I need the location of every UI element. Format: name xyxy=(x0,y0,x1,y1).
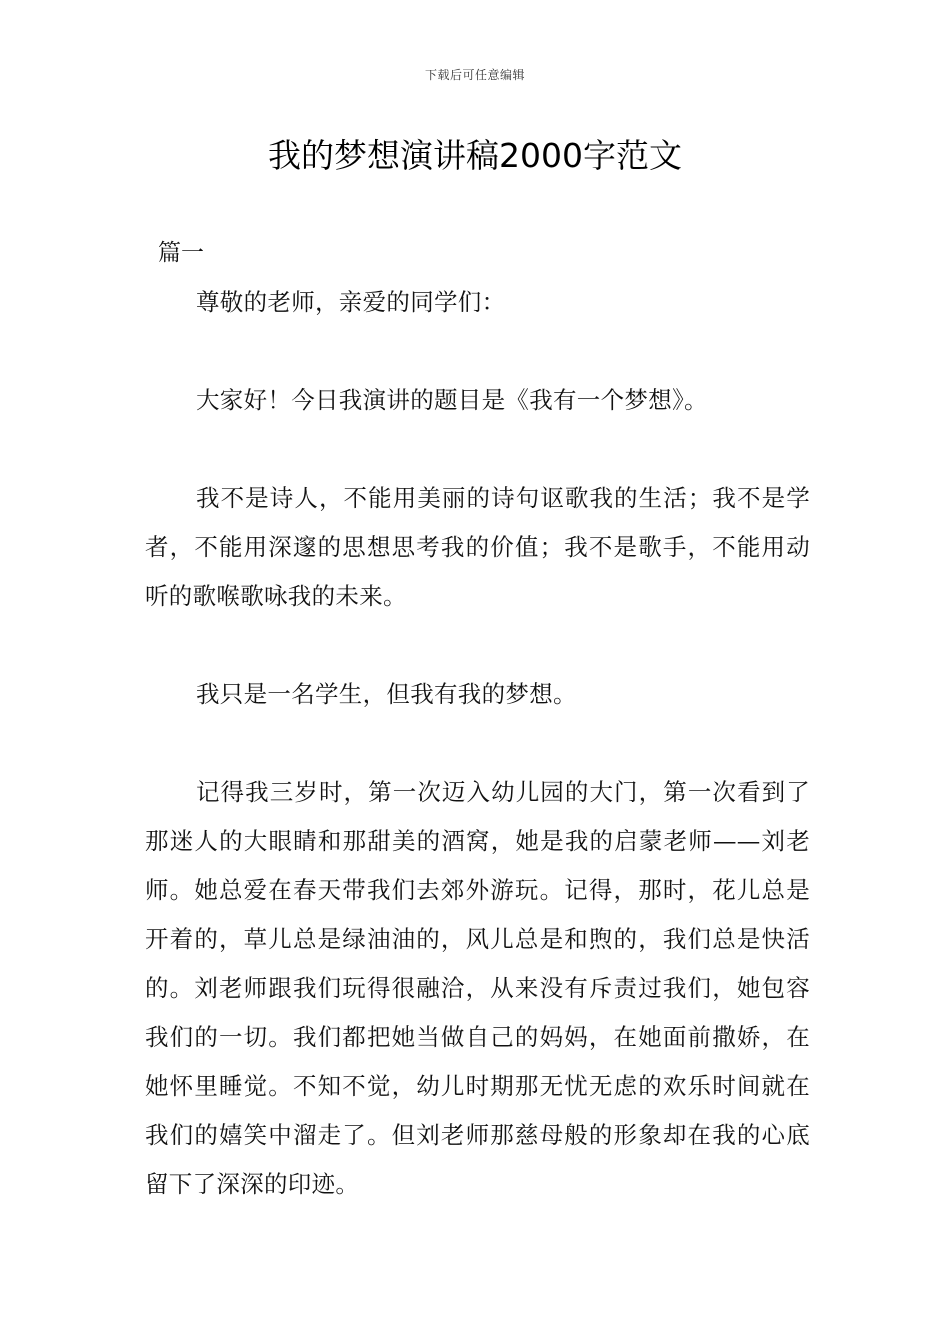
paragraph-student-dream: 我只是一名学生，但我有我的梦想。 xyxy=(196,680,577,708)
header-note: 下载后可任意编辑 xyxy=(424,68,525,82)
paragraph-kindergarten-memory: 记得我三岁时，第一次迈入幼儿园的大门，第一次看到了那迷人的大眼睛和那甜美的酒窝，她是我的启蒙老师——刘老师。她总爱在春天带我们去郊外游玩。记得，那时，花儿总是开着的，草儿总是绿油油的，风儿总是和煦的，我们总是快活的。刘老师跟我们玩得很融洽，从来没有斥责过我们，她包容我们的一切。我们都把她当做自己的妈妈，在她面前撒娇，在她怀里睡觉。不知不觉，幼儿时期那无忧无虑的欢乐时间就在我们的嬉笑中溜走了。但刘老师那慈母般的形象却在我的心底留下了深深的印迹。 xyxy=(145,778,810,1198)
document-title: 我的梦想演讲稿2000字范文 xyxy=(268,136,682,175)
paragraph-salutation: 尊敬的老师，亲爱的同学们： xyxy=(196,288,506,316)
section-label: 篇一 xyxy=(158,240,204,266)
body-text xyxy=(145,278,810,1209)
paragraph-greeting: 大家好！今日我演讲的题目是《我有一个梦想》。 xyxy=(196,386,708,414)
paragraph-not-poet: 我不是诗人，不能用美丽的诗句讴歌我的生活；我不是学者，不能用深邃的思想思考我的价值；我不是歌手，不能用动听的歌喉歌咏我的未来。 xyxy=(145,484,810,610)
